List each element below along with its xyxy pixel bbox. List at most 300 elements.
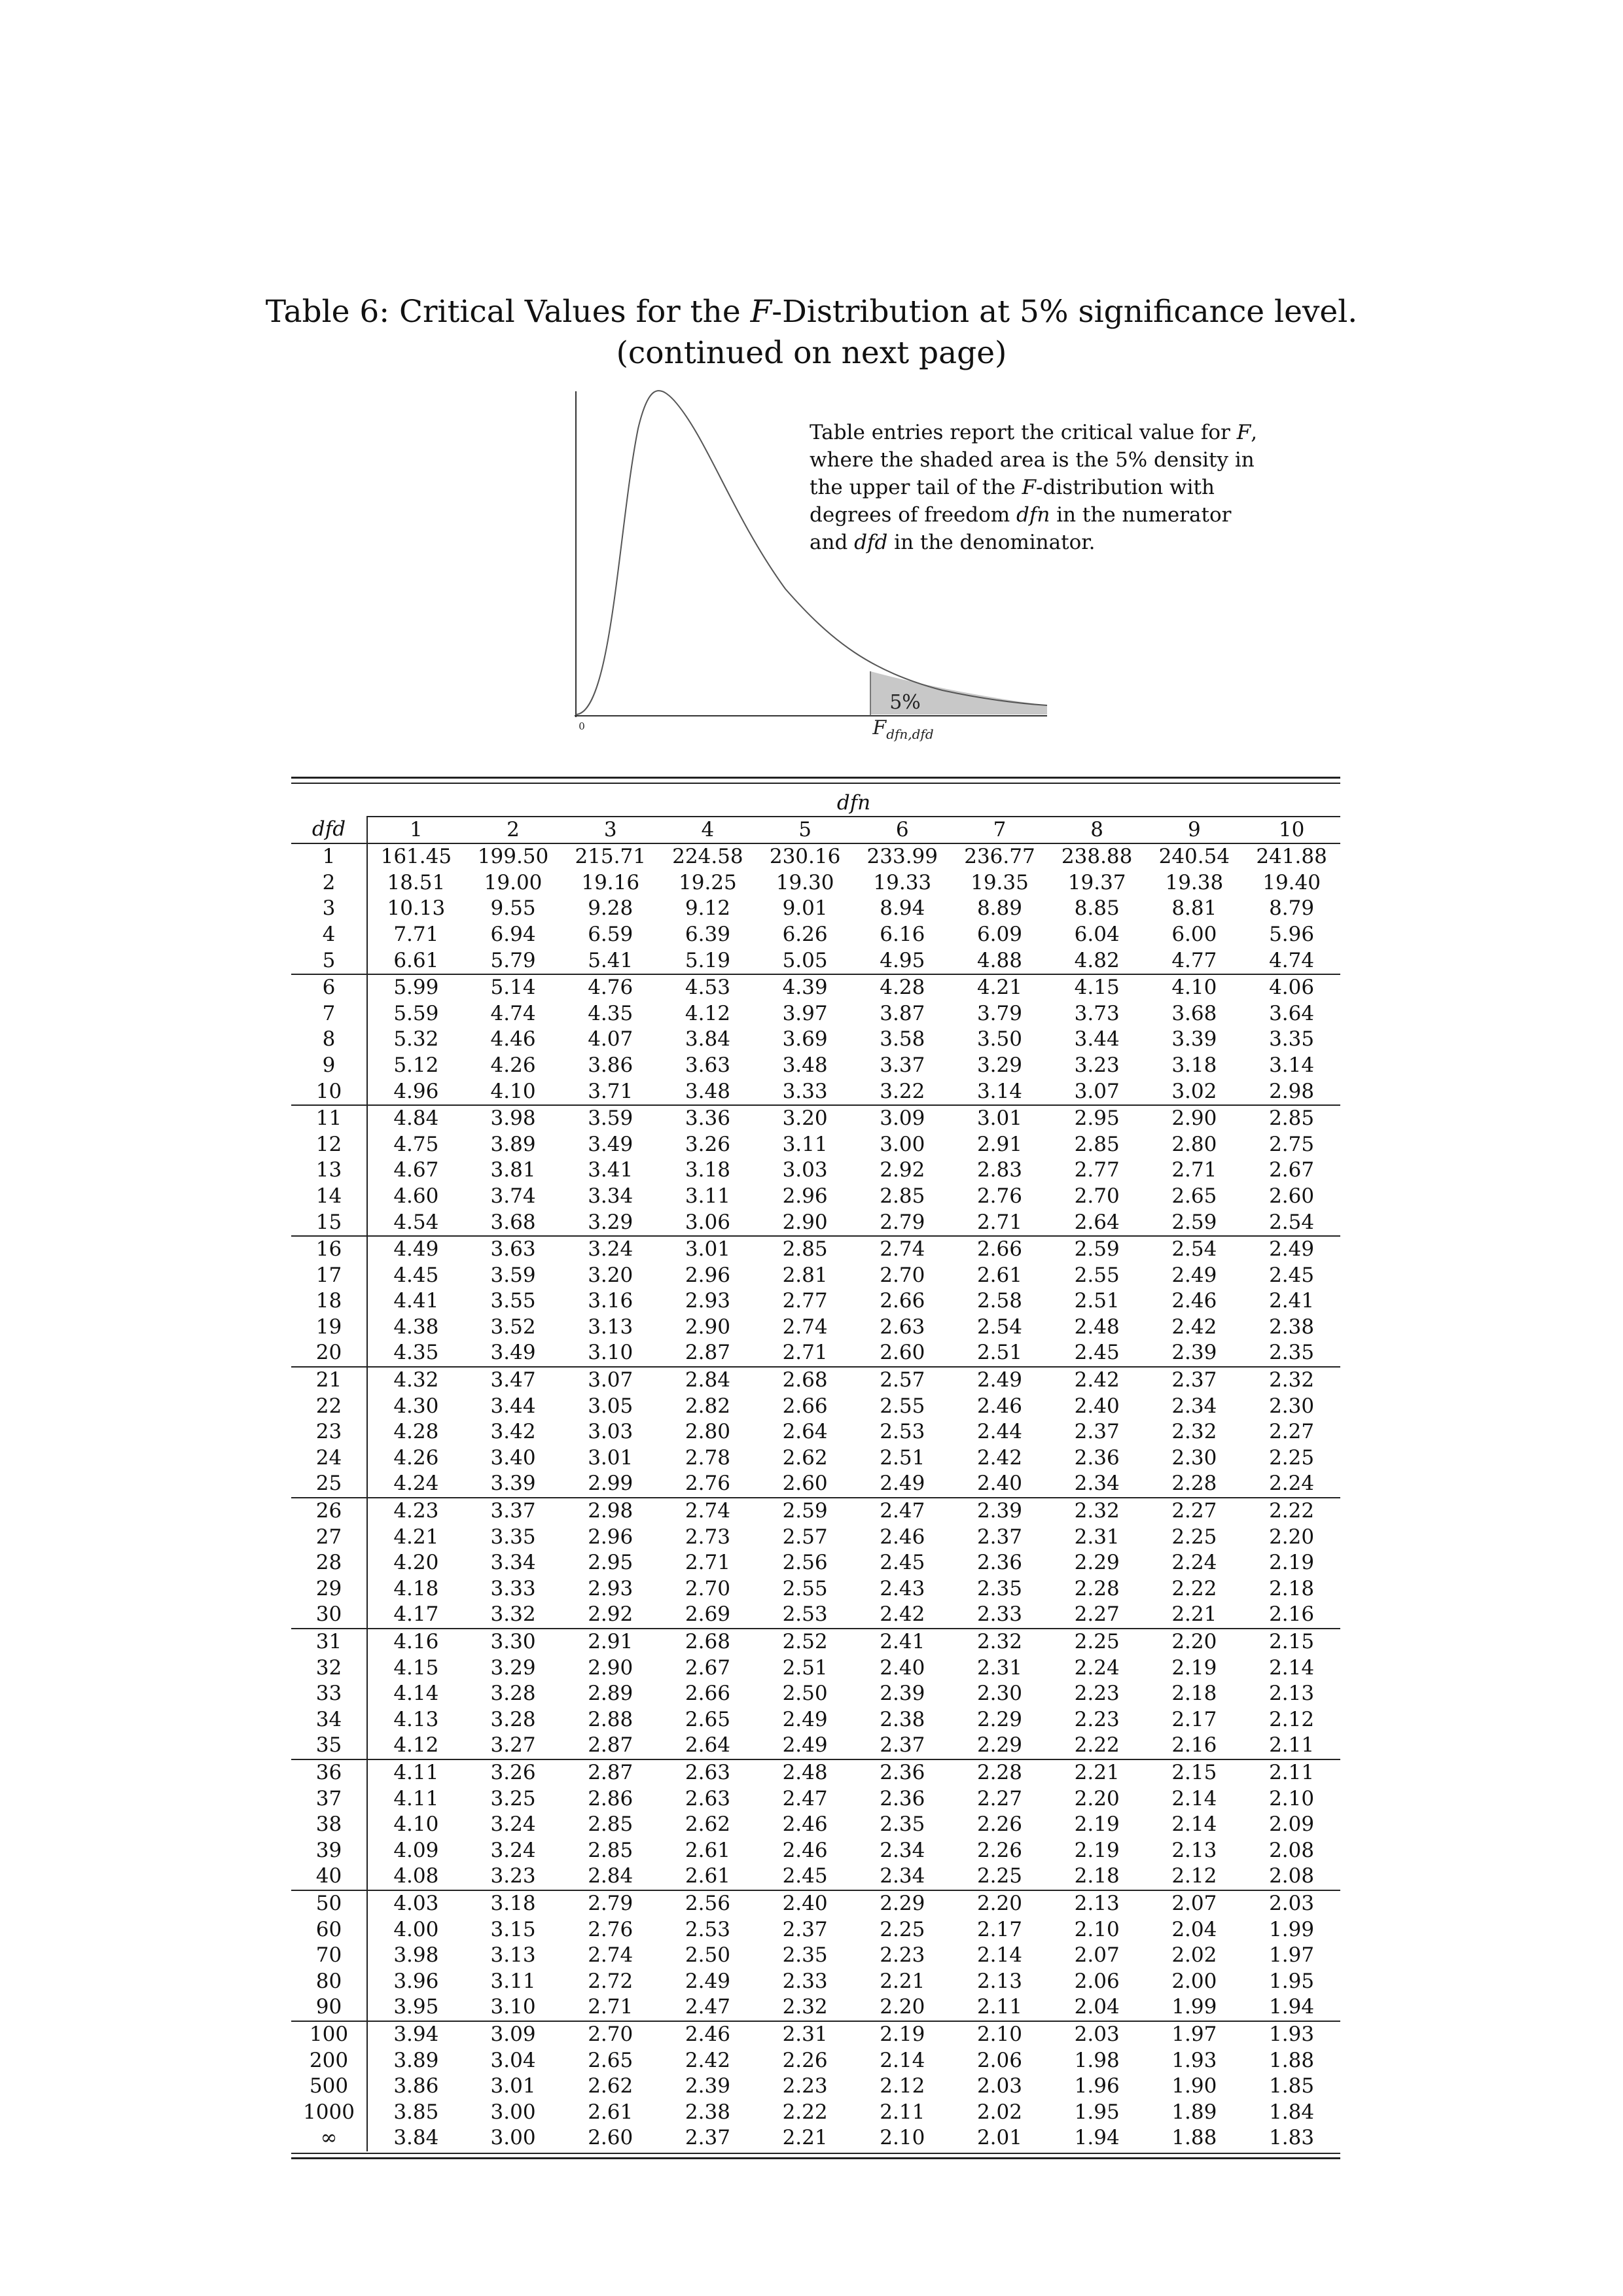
table-cell: 2.50: [685, 1943, 730, 1968]
table-cell: 2.88: [588, 1707, 633, 1731]
table-cell: 2.36: [1074, 1445, 1120, 1470]
table-cell: 2.17: [976, 1917, 1022, 1941]
table-cell: 2.41: [1269, 1289, 1315, 1313]
column-header-df-6: 6: [853, 817, 951, 844]
table-cell: 2.74: [782, 1315, 828, 1339]
row-df-label: 11: [291, 1105, 367, 1132]
table-cell: 19.35: [971, 870, 1029, 894]
table-cell: 2.25: [976, 1864, 1022, 1888]
table-cell: 2.91: [562, 1629, 659, 1655]
row-df-label: 30: [291, 1602, 367, 1629]
table-cell: 3.39: [490, 1472, 536, 1496]
table-row: [291, 896, 1340, 922]
table-cell: 3.09: [853, 1105, 951, 1132]
table-cell: 2.69: [685, 1602, 730, 1627]
table-cell: 5.41: [588, 948, 633, 972]
table-cell: 3.14: [976, 1079, 1022, 1103]
table-cell: 2.17: [1171, 1707, 1217, 1731]
table-cell: 2.23: [1074, 1707, 1120, 1731]
table-cell: 3.40: [490, 1445, 536, 1470]
table-row: [291, 974, 1340, 1001]
table-cell: 2.19: [1171, 1655, 1217, 1680]
table-cell: 2.66: [880, 1289, 925, 1313]
table-cell: 2.93: [588, 1576, 633, 1600]
table-cell: 3.41: [588, 1158, 633, 1182]
table-cell: 3.44: [490, 1394, 536, 1418]
table-cell: 1.98: [1074, 2048, 1120, 2072]
table-cell: 3.13: [588, 1315, 633, 1339]
table-cell: 2.49: [1243, 1236, 1340, 1263]
table-cell: 5.79: [490, 948, 536, 972]
table-cell: 3.34: [490, 1551, 536, 1575]
table-cell: 2.18: [1269, 1576, 1315, 1600]
table-cell: 2.51: [782, 1655, 828, 1680]
table-cell: 2.76: [685, 1472, 730, 1496]
table-row: [291, 1157, 1340, 1184]
table-cell: 2.42: [1171, 1315, 1217, 1339]
table-cell: 3.95: [393, 1995, 439, 2019]
table-cell: 2.37: [1146, 1367, 1243, 1394]
title-prefix: Table 6: Critical Values for the: [265, 294, 751, 330]
table-cell: 2.49: [1171, 1263, 1217, 1287]
table-cell: 2.66: [685, 1682, 730, 1706]
table-cell: 6.26: [782, 922, 828, 946]
table-cell: 6.04: [1074, 922, 1120, 946]
table-cell: 2.54: [976, 1315, 1022, 1339]
table-row: [291, 1498, 1340, 1525]
table-cell: 2.14: [976, 1943, 1022, 1968]
table-cell: 2.23: [1074, 1682, 1120, 1706]
table-row: [291, 1943, 1340, 1969]
table-cell: 2.12: [880, 2074, 925, 2098]
table-cell: 4.15: [1048, 974, 1146, 1001]
table-cell: 2.39: [951, 1498, 1048, 1525]
table-cell: 4.30: [393, 1394, 439, 1418]
table-cell: 2.30: [976, 1682, 1022, 1706]
table-cell: 3.36: [659, 1105, 757, 1132]
table-row: [291, 1863, 1340, 1890]
table-row: [291, 843, 1340, 870]
table-cell: 2.29: [976, 1707, 1022, 1731]
table-cell: 3.00: [880, 1132, 925, 1156]
table-cell: 230.16: [769, 845, 841, 869]
table-cell: 4.39: [757, 974, 854, 1001]
row-df-label: 70: [291, 1943, 367, 1969]
table-cell: 4.28: [853, 974, 951, 1001]
table-row: [291, 1367, 1340, 1394]
row-df-label: 35: [291, 1733, 367, 1759]
table-cell: 18.51: [387, 870, 446, 894]
table-cell: 3.06: [685, 1210, 730, 1234]
table-cell: 2.49: [782, 1707, 828, 1731]
table-cell: 2.38: [685, 2100, 730, 2124]
table-cell: 3.30: [465, 1629, 562, 1655]
table-cell: 2.03: [976, 2074, 1022, 2098]
table-cell: 3.59: [562, 1105, 659, 1132]
table-cell: 2.47: [782, 1786, 828, 1810]
table-cell: 2.33: [976, 1602, 1022, 1627]
table-cell: 2.61: [685, 1864, 730, 1888]
table-cell: 4.32: [367, 1367, 465, 1394]
row-df-label: 90: [291, 1994, 367, 2021]
table-cell: 2.44: [976, 1420, 1022, 1444]
table-cell: 2.40: [976, 1472, 1022, 1496]
table-cell: 2.59: [1048, 1236, 1146, 1263]
table-cell: 2.32: [782, 1995, 828, 2019]
table-cell: 2.70: [562, 2021, 659, 2048]
table-cell: 2.01: [976, 2126, 1022, 2150]
table-cell: 4.12: [393, 1733, 439, 1757]
table-cell: 2.34: [1074, 1472, 1120, 1496]
column-header-df-10: 10: [1243, 817, 1340, 844]
table-cell: 2.85: [880, 1184, 925, 1208]
table-cell: 2.14: [1269, 1655, 1315, 1680]
table-cell: 1.94: [1269, 1995, 1315, 2019]
column-header-row: [291, 817, 1340, 844]
table-cell: 2.65: [685, 1707, 730, 1731]
table-cell: 5.05: [782, 948, 828, 972]
table-cell: 2.11: [880, 2100, 925, 2124]
table-row: [291, 1812, 1340, 1838]
table-cell: 4.21: [393, 1525, 439, 1549]
table-cell: 2.51: [976, 1341, 1022, 1365]
table-cell: 1.95: [1269, 1969, 1315, 1993]
table-cell: 2.21: [1048, 1759, 1146, 1786]
table-row: [291, 1079, 1340, 1106]
table-cell: 2.76: [976, 1184, 1022, 1208]
table-cell: 19.25: [679, 870, 737, 894]
table-cell: 4.76: [562, 974, 659, 1001]
row-df-label: 25: [291, 1471, 367, 1498]
table-cell: 1.88: [1171, 2126, 1217, 2150]
table-cell: 4.74: [1269, 948, 1315, 972]
table-cell: 4.96: [393, 1079, 439, 1103]
table-cell: 3.55: [490, 1289, 536, 1313]
table-cell: 2.20: [1074, 1786, 1120, 1810]
table-cell: 3.22: [880, 1079, 925, 1103]
table-cell: 3.85: [393, 2100, 439, 2124]
row-df-label: 28: [291, 1550, 367, 1576]
table-row: [291, 1053, 1340, 1079]
table-cell: 2.13: [976, 1969, 1022, 1993]
table-cell: 2.45: [1269, 1263, 1315, 1287]
table-cell: 2.39: [685, 2074, 730, 2098]
table-cell: 2.21: [782, 2126, 828, 2150]
table-cell: 2.51: [880, 1445, 925, 1470]
row-df-label: 29: [291, 1576, 367, 1602]
table-cell: 2.66: [782, 1394, 828, 1418]
table-row: [291, 1132, 1340, 1158]
table-cell: 3.23: [1074, 1053, 1120, 1077]
table-cell: 4.11: [393, 1786, 439, 1810]
row-df-label: 38: [291, 1812, 367, 1838]
table-cell: 4.67: [393, 1158, 439, 1182]
table-cell: 2.16: [1269, 1602, 1315, 1627]
table-cell: 2.10: [951, 2021, 1048, 2048]
table-cell: 2.61: [685, 1838, 730, 1862]
table-cell: 3.68: [490, 1210, 536, 1234]
row-df-label: 21: [291, 1367, 367, 1394]
row-df-label: 17: [291, 1263, 367, 1289]
table-cell: 1.99: [1171, 1995, 1217, 2019]
row-df-label: 1000: [291, 2100, 367, 2126]
row-df-label: 2: [291, 870, 367, 896]
table-cell: 2.42: [880, 1602, 925, 1627]
table-cell: 2.40: [757, 1890, 854, 1917]
table-cell: 2.64: [1074, 1210, 1120, 1234]
row-df-label: 100: [291, 2021, 367, 2048]
table-cell: 19.00: [484, 870, 543, 894]
table-cell: 3.10: [490, 1995, 536, 2019]
table-cell: 2.67: [685, 1655, 730, 1680]
table-cell: 2.28: [951, 1759, 1048, 1786]
table-cell: 5.32: [393, 1027, 439, 1051]
table-cell: 2.71: [782, 1341, 828, 1365]
table-cell: 2.85: [1243, 1105, 1340, 1132]
table-cell: 1.95: [1074, 2100, 1120, 2124]
table-row: [291, 1838, 1340, 1864]
table-cell: 2.30: [1171, 1445, 1217, 1470]
table-cell: 2.36: [976, 1551, 1022, 1575]
table-cell: 3.14: [1269, 1053, 1315, 1077]
table-cell: 2.24: [1074, 1655, 1120, 1680]
table-cell: 3.09: [465, 2021, 562, 2048]
table-cell: 2.60: [1269, 1184, 1315, 1208]
table-cell: 2.47: [853, 1498, 951, 1525]
row-df-label: 36: [291, 1759, 367, 1786]
table-cell: 7.71: [393, 922, 439, 946]
table-cell: 3.89: [490, 1132, 536, 1156]
table-cell: 2.12: [1171, 1864, 1217, 1888]
table-cell: 2.25: [1171, 1525, 1217, 1549]
critical-value-symbol: F: [872, 716, 887, 739]
table-cell: 2.90: [1146, 1105, 1243, 1132]
table-cell: 2.02: [1171, 1943, 1217, 1968]
table-cell: 2.53: [880, 1420, 925, 1444]
table-cell: 1.84: [1269, 2100, 1315, 2124]
table-cell: 2.57: [853, 1367, 951, 1394]
table-cell: 2.46: [659, 2021, 757, 2048]
table-cell: 3.11: [685, 1184, 730, 1208]
table-cell: 3.59: [490, 1263, 536, 1287]
table-cell: 2.78: [685, 1445, 730, 1470]
table-cell: 3.48: [685, 1079, 730, 1103]
table-cell: 2.62: [685, 1812, 730, 1837]
caption-part-2: , where the shaded area is the 5% density in the upper tail of the: [810, 421, 1258, 499]
table-cell: 2.40: [1074, 1394, 1120, 1418]
table-cell: 2.46: [976, 1394, 1022, 1418]
table-cell: 2.96: [588, 1525, 633, 1549]
table-cell: 19.33: [873, 870, 932, 894]
table-cell: 2.32: [1243, 1367, 1340, 1394]
table-cell: 3.50: [976, 1027, 1022, 1051]
table-row: [291, 1576, 1340, 1602]
table-cell: 3.63: [465, 1236, 562, 1263]
table-cell: 3.18: [1171, 1053, 1217, 1077]
row-df-label: 4: [291, 922, 367, 948]
table-cell: 2.49: [685, 1969, 730, 1993]
table-cell: 2.49: [880, 1472, 925, 1496]
table-cell: 2.31: [1074, 1525, 1120, 1549]
table-cell: 8.89: [976, 896, 1022, 921]
origin-label: 0: [579, 720, 585, 732]
table-cell: 2.53: [685, 1917, 730, 1941]
table-cell: 3.81: [490, 1158, 536, 1182]
table-cell: 3.24: [490, 1812, 536, 1837]
table-cell: 3.18: [465, 1890, 562, 1917]
table-cell: 3.29: [588, 1210, 633, 1234]
row-df-label: 7: [291, 1001, 367, 1027]
column-header-df-1: 1: [367, 817, 465, 844]
table-cell: 4.45: [393, 1263, 439, 1287]
table-cell: 3.33: [782, 1079, 828, 1103]
table-cell: 4.53: [659, 974, 757, 1001]
table-cell: 2.79: [880, 1210, 925, 1234]
table-cell: 2.00: [1171, 1969, 1217, 1993]
table-cell: 2.85: [1074, 1132, 1120, 1156]
table-cell: 1.97: [1269, 1943, 1315, 1968]
table-cell: 2.54: [1146, 1236, 1243, 1263]
table-cell: 2.74: [853, 1236, 951, 1263]
table-cell: 3.84: [685, 1027, 730, 1051]
table-cell: 19.16: [581, 870, 640, 894]
table-cell: 3.25: [490, 1786, 536, 1810]
table-cell: 2.13: [1269, 1682, 1315, 1706]
table-row: [291, 1315, 1340, 1341]
table-cell: 2.15: [1146, 1759, 1243, 1786]
row-df-label: 9: [291, 1053, 367, 1079]
table-cell: 3.07: [562, 1367, 659, 1394]
table-cell: 2.37: [782, 1917, 828, 1941]
table-cell: 4.24: [393, 1472, 439, 1496]
table-cell: 2.28: [1074, 1576, 1120, 1600]
table-cell: 2.59: [757, 1498, 854, 1525]
table-cell: 2.77: [1074, 1158, 1120, 1182]
table-cell: 2.20: [880, 1995, 925, 2019]
caption-part-3: -distribution with degrees of freedom: [810, 476, 1215, 527]
table-cell: 5.19: [685, 948, 730, 972]
table-cell: 2.56: [659, 1890, 757, 1917]
table-cell: 3.29: [490, 1655, 536, 1680]
table-cell: 6.16: [880, 922, 925, 946]
table-cell: 2.19: [853, 2021, 951, 2048]
table-cell: 2.14: [880, 2048, 925, 2072]
table-cell: 233.99: [866, 845, 938, 869]
table-cell: 9.28: [588, 896, 633, 921]
table-cell: 3.71: [588, 1079, 633, 1103]
table-cell: 2.60: [880, 1341, 925, 1365]
table-cell: 2.63: [880, 1315, 925, 1339]
table-cell: 3.86: [393, 2074, 439, 2098]
table-cell: 2.29: [853, 1890, 951, 1917]
table-row: [291, 1550, 1340, 1576]
table-cell: 3.98: [393, 1943, 439, 1968]
table-cell: 3.37: [880, 1053, 925, 1077]
table-row: [291, 2048, 1340, 2074]
table-cell: 3.58: [880, 1027, 925, 1051]
table-cell: 2.09: [1269, 1812, 1315, 1837]
table-row: [291, 1917, 1340, 1943]
table-cell: 3.10: [588, 1341, 633, 1365]
table-row: [291, 870, 1340, 896]
table-cell: 3.73: [1074, 1001, 1120, 1025]
table-cell: 9.01: [782, 896, 828, 921]
table-cell: 1.88: [1269, 2048, 1315, 2072]
table-cell: 2.80: [685, 1420, 730, 1444]
table-cell: 2.86: [588, 1786, 633, 1810]
table-cell: 2.37: [685, 2126, 730, 2150]
table-cell: 4.12: [685, 1001, 730, 1025]
table-cell: 2.34: [1171, 1394, 1217, 1418]
table-cell: 4.38: [393, 1315, 439, 1339]
table-cell: 2.76: [588, 1917, 633, 1941]
table-cell: 4.00: [393, 1917, 439, 1941]
row-df-label: 34: [291, 1707, 367, 1733]
table-row: [291, 2100, 1340, 2126]
table-cell: 4.35: [393, 1341, 439, 1365]
row-df-label: 32: [291, 1655, 367, 1682]
row-df-label: 8: [291, 1027, 367, 1053]
table-cell: 2.36: [853, 1759, 951, 1786]
table-cell: 2.95: [1048, 1105, 1146, 1132]
table-cell: 4.15: [393, 1655, 439, 1680]
table-cell: 2.43: [880, 1576, 925, 1600]
table-cell: 2.87: [685, 1341, 730, 1365]
table-cell: 2.07: [1074, 1943, 1120, 1968]
top-rule-2: [291, 783, 1340, 784]
table-cell: 2.33: [782, 1969, 828, 1993]
table-cell: 2.42: [685, 2048, 730, 2072]
table-cell: 2.85: [588, 1838, 633, 1862]
table-cell: 2.56: [782, 1551, 828, 1575]
table-cell: 2.37: [1074, 1420, 1120, 1444]
table-cell: 3.01: [951, 1105, 1048, 1132]
row-df-label: 18: [291, 1288, 367, 1315]
table-cell: 19.38: [1165, 870, 1224, 894]
table-cell: 2.68: [659, 1629, 757, 1655]
table-cell: 199.50: [477, 845, 549, 869]
table-cell: 2.19: [1074, 1812, 1120, 1837]
caption-var-f: F: [1236, 421, 1251, 444]
table-cell: 2.61: [588, 2100, 633, 2124]
row-df-label: 31: [291, 1629, 367, 1655]
table-cell: 2.45: [782, 1864, 828, 1888]
table-cell: 2.65: [588, 2048, 633, 2072]
dfd-header: dfd: [291, 817, 367, 844]
table-cell: 2.02: [976, 2100, 1022, 2124]
table-cell: 2.13: [1171, 1838, 1217, 1862]
table-cell: 4.54: [393, 1210, 439, 1234]
table-cell: 6.39: [685, 922, 730, 946]
table-cell: 2.71: [1171, 1158, 1217, 1182]
table-cell: 4.60: [393, 1184, 439, 1208]
table-cell: 2.38: [880, 1707, 925, 1731]
table-row: [291, 1629, 1340, 1655]
table-cell: 2.32: [1171, 1420, 1217, 1444]
row-df-label: 26: [291, 1498, 367, 1525]
table-cell: 2.60: [588, 2126, 633, 2150]
row-df-label: 20: [291, 1340, 367, 1367]
row-df-label: 33: [291, 1681, 367, 1707]
caption-var-f-2: F: [1022, 476, 1037, 499]
table-cell: 3.44: [1074, 1027, 1120, 1051]
table-cell: 3.00: [490, 2126, 536, 2150]
table-cell: 4.23: [367, 1498, 465, 1525]
table-cell: 5.99: [367, 974, 465, 1001]
row-df-label: 6: [291, 974, 367, 1001]
table-row: [291, 1210, 1340, 1237]
spanner-row: [291, 790, 1340, 817]
